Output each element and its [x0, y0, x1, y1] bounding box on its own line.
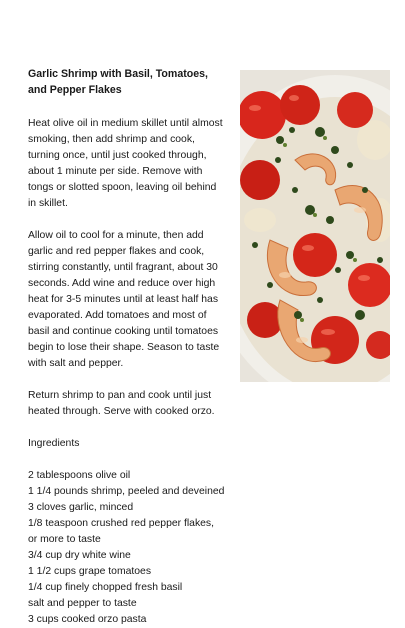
ingredient-item: 3/4 cup dry white wine: [28, 550, 131, 561]
ingredient-item: 1/8 teaspoon crushed red pepper flakes, or more to taste: [28, 518, 215, 545]
recipe-photo: [240, 70, 390, 382]
recipe-title: Garlic Shrimp with Basil, Tomatoes, and Pepper Flakes: [28, 68, 208, 96]
ingredient-item: 1/4 cup finely chopped fresh basil: [28, 582, 183, 593]
ingredient-item: 2 tablespoons olive oil: [28, 470, 131, 481]
ingredient-item: salt and pepper to taste: [28, 598, 137, 609]
recipe-step-1: Heat olive oil in medium skillet until almost smoking, then add shrimp and cook, turning once, until just cooked through, about 1 minute per side. Remove with tongs or slotted spoon, leaving oil behind in skillet.: [28, 118, 223, 209]
recipe-text-column: [28, 66, 226, 628]
recipe-step-3: Return shrimp to pan and cook until just heated through. Serve with cooked orzo.: [28, 390, 215, 417]
ingredient-item: 3 cups cooked orzo pasta: [28, 614, 147, 625]
ingredient-item: 1 1/2 cups grape tomatoes: [28, 566, 152, 577]
recipe-step-2: Allow oil to cool for a minute, then add garlic and red pepper flakes and cook, stirring constantly, until fragrant, about 30 seconds. Add wine and reduce over high heat for 3-5 minutes until at least half has evaporated. Add tomatoes and most of basil and continue cooking until tomatoes begin to lose their shape. Season to taste with salt and pepper.: [28, 230, 220, 369]
ingredients-list: [28, 468, 226, 628]
shrimp-dish-illustration: [240, 70, 390, 382]
ingredients-heading: Ingredients: [28, 438, 80, 449]
ingredient-item: 3 cloves garlic, minced: [28, 502, 134, 513]
ingredient-item: 1 1/4 pounds shrimp, peeled and deveined: [28, 486, 225, 497]
